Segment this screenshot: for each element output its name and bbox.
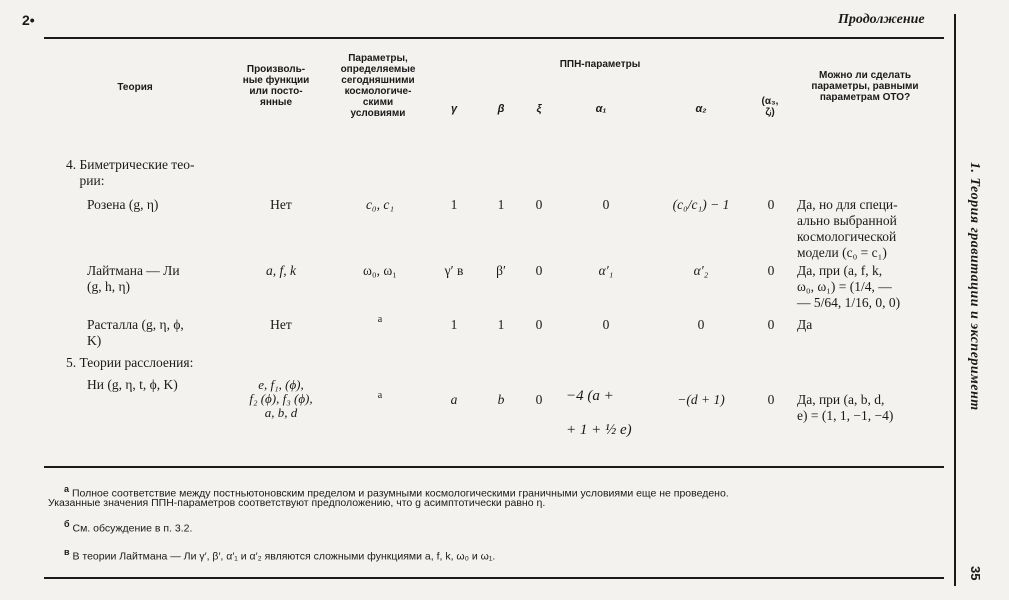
cell-gamma: 1 bbox=[450, 197, 458, 212]
corner-mark: 2• bbox=[22, 12, 35, 28]
header-alpha1: α₁ bbox=[595, 103, 607, 115]
cell-alpha3: 0 bbox=[767, 263, 775, 278]
footnote-b-mark: б bbox=[64, 519, 70, 529]
footnote-a-continued: Указанные значения ППН-параметров соответствуют предположению, что g асимптотически равно η. bbox=[48, 497, 546, 509]
footnote-c-text: В теории Лайтмана — Ли γ′, β′, α′₁ и α′₂ являются сложными функциями a, f, k, ω₀ и ω₁. bbox=[72, 550, 496, 563]
cell-xi: 0 bbox=[535, 197, 543, 212]
header-theory: Теория bbox=[117, 82, 153, 93]
cell-functions: e, f₁, (ϕ), f₂ (ϕ), f₃ (ϕ), a, b, d bbox=[249, 377, 313, 420]
cell-parameters: c₀, c₁ bbox=[365, 197, 395, 212]
header-ppn-group: ППН-параметры bbox=[559, 59, 641, 70]
header-gr-question: Можно ли сделать параметры, равными параметрам ОТО? bbox=[811, 70, 919, 103]
cell-beta: b bbox=[497, 392, 505, 407]
section-4-title: 4. Биметрические тео- рии: bbox=[66, 157, 195, 188]
cell-alpha3: 0 bbox=[767, 317, 775, 332]
cell-beta: 1 bbox=[497, 197, 505, 212]
footnote-a-text: Полное соответствие между постньютоновским пределом и разумными космологическими граничными условиями еще не проведено. bbox=[71, 487, 729, 500]
page-number: 35 bbox=[968, 566, 983, 581]
cell-alpha2: α′₂ bbox=[693, 263, 709, 278]
cell-functions: Нет bbox=[270, 317, 292, 332]
cell-beta: β′ bbox=[496, 263, 506, 278]
cell-theory: Лайтмана — Ли (g, h, η) bbox=[87, 263, 180, 294]
cell-alpha2: −(d + 1) bbox=[677, 392, 725, 407]
cell-alpha1: 0 bbox=[602, 197, 610, 212]
cell-gamma: 1 bbox=[450, 317, 458, 332]
header-parameters: Параметры, определяемые сегодняшними космологиче- скими условиями bbox=[340, 53, 416, 119]
cell-xi: 0 bbox=[535, 263, 543, 278]
cell-alpha3: 0 bbox=[767, 392, 775, 407]
cell-alpha1-bottom: + 1 + ½ e) bbox=[566, 422, 632, 438]
cell-xi: 0 bbox=[535, 317, 543, 332]
section-5-title: 5. Теории расслоения: bbox=[66, 355, 194, 370]
header-alpha3: (α₃, ζᵢ) bbox=[761, 96, 779, 118]
cell-parameters: а bbox=[377, 314, 383, 325]
table-bottom-rule bbox=[44, 466, 944, 468]
cell-beta: 1 bbox=[497, 317, 505, 332]
cell-functions: Нет bbox=[270, 197, 292, 212]
header-alpha2: α₂ bbox=[695, 103, 707, 115]
cell-alpha2: 0 bbox=[697, 317, 705, 332]
cell-alpha1-top: −4 (a + bbox=[566, 388, 614, 404]
cell-gamma: a bbox=[450, 392, 458, 407]
header-functions: Произволь- ные функции или посто- янные bbox=[242, 64, 310, 108]
cell-theory: Ни (g, η, t, ϕ, K) bbox=[87, 377, 178, 392]
cell-alpha2: (c₀/c₁) − 1 bbox=[672, 197, 730, 212]
side-title: 1. Теория гравитации и эксперимент bbox=[967, 162, 982, 411]
cell-alpha1: 0 bbox=[602, 317, 610, 332]
cell-xi: 0 bbox=[535, 392, 543, 407]
cell-parameters: а bbox=[377, 390, 383, 401]
footnote-b-text: См. обсуждение в п. 3.2. bbox=[72, 522, 193, 535]
continuation-label: Продолжение bbox=[838, 12, 925, 27]
cell-gamma: γ′ в bbox=[444, 263, 464, 278]
footnote-a-mark: а bbox=[64, 484, 70, 494]
page-bottom-rule bbox=[44, 577, 944, 579]
cell-parameters: ω₀, ω₁ bbox=[363, 263, 397, 278]
cell-functions: a, f, k bbox=[266, 263, 296, 278]
right-border bbox=[954, 14, 956, 586]
footnote-b bbox=[64, 518, 944, 536]
cell-theory: Расталла (g, η, ϕ, K) bbox=[87, 317, 184, 348]
footnote-c-mark: в bbox=[64, 547, 70, 557]
footnote-c bbox=[64, 546, 944, 564]
cell-gr: Да, при (a, f, k, ω₀, ω₁) = (1/4, — — 5/64, 1/16, 0, 0) bbox=[797, 263, 901, 310]
header-gamma: γ bbox=[450, 103, 458, 115]
table-top-rule bbox=[44, 37, 944, 39]
cell-alpha1: α′₁ bbox=[598, 263, 614, 278]
cell-theory: Розена (g, η) bbox=[87, 197, 159, 212]
cell-gr: Да bbox=[797, 317, 813, 332]
cell-gr: Да, при (a, b, d, e) = (1, 1, −1, −4) bbox=[797, 392, 894, 423]
header-xi: ξ bbox=[536, 103, 542, 115]
cell-alpha3: 0 bbox=[767, 197, 775, 212]
header-beta: β bbox=[497, 103, 505, 115]
cell-gr: Да, но для специ- ально выбранной космологической модели (c₀ = c₁) bbox=[797, 197, 898, 260]
